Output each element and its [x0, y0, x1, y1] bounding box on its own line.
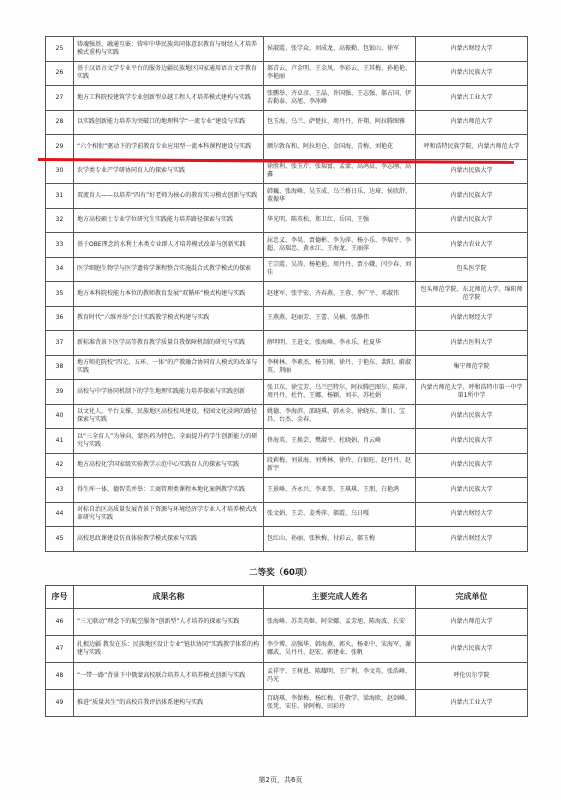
table-row [46, 86, 528, 111]
achievement-title: 双流育人——以培养“四有”好老师为核心的教育实习模式创新与实践 [74, 184, 264, 209]
participants: 姚德、李海滨、邵晓琪、韩永全、徐晓东、斯日、宝昌、台杰、金春、 [264, 404, 416, 429]
completion-unit: 内蒙古民族大学 [416, 636, 528, 663]
table-row [46, 61, 528, 86]
row-number: 29 [46, 135, 74, 160]
completion-unit: 包头师范学院、东北师范大学、绵阳师范学院 [416, 282, 528, 307]
table-row [46, 110, 528, 135]
participants: 侯淑霞、张学众、刘成龙、高振勤、包银山、徐军 [264, 37, 416, 62]
row-number: 27 [46, 86, 74, 111]
row-number: 26 [46, 61, 74, 86]
table-row [46, 429, 528, 454]
achievement-title: 新标准背景下医学高等教育教学质量自我保障机制的研究与实践 [74, 331, 264, 356]
participants: 韩巍、张海峰、吴玉成、乌兰格日乐、达琦、侯欣舒、董振华 [264, 184, 416, 209]
table-row [46, 306, 528, 331]
table-row [46, 478, 528, 503]
table-row [46, 282, 528, 307]
participants: 佟海英、王换芸、樊淑平、杜晓娟、肖云峰 [264, 429, 416, 454]
row-number: 45 [46, 527, 74, 552]
achievement-title: 地方高校硕士专业学位研究生实践能力培养路径探索与实践 [74, 208, 264, 233]
row-number: 46 [46, 609, 74, 636]
participants: 额尔敦布和、阿拉坦仓、金国海、青梅、刘艳花 [264, 135, 416, 160]
row-number: 39 [46, 380, 74, 405]
participants: 王景峰、齐永兴、李亚奎、王琪琪、王朋、白艳鸿 [264, 478, 416, 503]
table-row [46, 609, 528, 636]
participants: 薛明明、王进文、张海峰、李永乐、杜夏华 [264, 331, 416, 356]
achievement-title: 以文化人，平台支撑，民族地区高校校风建设，校园文化浸润的路径探索与实践 [74, 404, 264, 429]
table-row [46, 184, 528, 209]
row-number: 48 [46, 663, 74, 690]
table-row [46, 502, 528, 527]
achievement-title: 地方高校化学国家级实验教学示范中心实践育人的探索与实践 [74, 453, 264, 478]
award-table-second-prize [45, 585, 528, 717]
participants: 徐胜利、张玉芹、张瑞富、孟蒙、高鸿晨、李志刚、高鑫 [264, 159, 416, 184]
table-row [46, 380, 528, 405]
table-row [46, 135, 528, 160]
row-number: 47 [46, 636, 74, 663]
table-row [46, 331, 528, 356]
header-no: 序号 [46, 586, 74, 609]
row-number: 33 [46, 233, 74, 258]
row-number: 25 [46, 37, 74, 62]
participants: 张卫东、徐宝芳、乌兰巴特尔、阿拉腾巴图尔、陈萍、周丹丹、杜竹、王娜、杨颖、刘丰、苏杜娟 [264, 380, 416, 405]
completion-unit: 内蒙古民族大学 [416, 404, 528, 429]
participants: 百晓琪、李保梅、杨红梅、任敬学、梁海欧、赵剑峰、张凭、宋佳、徐阿梅、田彩玲 [264, 690, 416, 717]
achievement-title: “一带一路”背景下中俄蒙高校联合培养人才培养模式创新与实践 [74, 663, 264, 690]
completion-unit: 内蒙古农业大学 [416, 233, 528, 258]
row-number: 34 [46, 257, 74, 282]
completion-unit: 内蒙古财经大学 [416, 527, 528, 552]
achievement-title: 农学类专业产学研协同育人的探索与实践 [74, 159, 264, 184]
participants: 张海峰、苏美英姬、阿荣娜、孟芳旭、陈海波、长安 [264, 609, 416, 636]
table-row [46, 453, 528, 478]
completion-unit: 内蒙古民族大学 [416, 184, 528, 209]
participants: 张文娟、王芸、姜秀萍、郝霞、乌日嘎 [264, 502, 416, 527]
row-number: 49 [46, 690, 74, 717]
table-row [46, 355, 528, 380]
completion-unit: 内蒙古师范大学 [416, 110, 528, 135]
table-row [46, 636, 528, 663]
achievement-title: 高校与中学协同机制下的学生地理实践能力培养探索与实践创新 [74, 380, 264, 405]
participants: 李少博、高强华、韩海燕、郭火、杨亚中、宋海军、谢娜武、吴丹丹、赵宏、郭建业、张帆 [264, 636, 416, 663]
completion-unit: 内蒙古工业大学 [416, 86, 528, 111]
completion-unit: 内蒙古民族大学 [416, 478, 528, 503]
row-number: 44 [46, 502, 74, 527]
completion-unit: 内蒙古民族大学 [416, 429, 528, 454]
completion-unit: 内蒙古医科大学 [416, 331, 528, 356]
achievement-title: 以“三全育人”为导向，蒙医药为特色，全面提升药学生创新能力的研究与实践 [74, 429, 264, 454]
achievement-title: 对标自治区高质量发展背景下资源与环境经济学专业人才培养模式改革研究与实践 [74, 502, 264, 527]
completion-unit: 内蒙古财经大学 [416, 502, 528, 527]
achievement-title: 医学细胞生物学与医学遗传学课程整合实施混合式教学模式的探索 [74, 257, 264, 282]
header-unit: 完成单位 [416, 586, 528, 609]
completion-unit: 内蒙古财经大学 [416, 37, 528, 62]
completion-unit: 内蒙古民族大学 [416, 208, 528, 233]
participants: 包玉海、乌兰、萨楚拉、周丹丹、许翔、阿拉腾图雅 [264, 110, 416, 135]
table-row [46, 233, 528, 258]
header-title: 成果名称 [74, 586, 264, 609]
header-people: 主要完成人姓名 [264, 586, 416, 609]
table-row [46, 663, 528, 690]
completion-unit: 内蒙古师范大学 [416, 609, 528, 636]
table-row [46, 690, 528, 717]
achievement-title: 教育时代“六维并举”会计实践教学模式构建与实践 [74, 306, 264, 331]
completion-unit: 集宁师范学院 [416, 355, 528, 380]
participants: 王燕燕、赵丽芳、王蕾、吴楠、张静伟 [264, 306, 416, 331]
row-number: 43 [46, 478, 74, 503]
award-table-first-prize [45, 36, 528, 552]
row-number: 37 [46, 331, 74, 356]
achievement-title: 地方工科院校建筑学专业创新型卓越工程人才培养模式建构与实践 [74, 86, 264, 111]
achievement-title: 基于汉语言文学专业平台的服务边疆民族地区国家通用语言文字教育实践 [74, 61, 264, 86]
participants: 孟祥宇、王树恩、陈耀明、王广利、李文英、张浩峰、冯光 [264, 663, 416, 690]
completion-unit: 内蒙古工业大学 [416, 690, 528, 717]
row-number: 31 [46, 184, 74, 209]
row-number: 42 [46, 453, 74, 478]
participants: 王宗霞、吴涛、杨艳艳、周丹丹、贾小娥、闫少春、刘佳 [264, 257, 416, 282]
participants: 屈忠义、李昊、贾德彬、李为萍、杨小乐、李瑞平、李超、高瑞忠、黄永江、王海龙、王丽萍 [264, 233, 416, 258]
achievement-title: 得生库一体、德智美并举：工商管理类课程本地化案例教学实践 [74, 478, 264, 503]
row-number: 41 [46, 429, 74, 454]
achievement-title: 高校思政课建设仿真体验教学模式探索与实践 [74, 527, 264, 552]
achievement-title: 地方本科院校能力本位的教师教育发展“双循环”模式构建与实践 [74, 282, 264, 307]
achievement-title: 扎根边疆 教发在乐：民族地区设计专业“链状协同”实践教学体系的构建与实践 [74, 636, 264, 663]
participants: 赵建军、张宇宏、齐春燕、王蓉、李广平、邓淑伟 [264, 282, 416, 307]
participants: 华光明、陈英松、郑卫红、岳国、王强 [264, 208, 416, 233]
achievement-title: “六个相衔”驱动下的学前教育专业应用型一流本科课程建设与实践 [74, 135, 264, 160]
completion-unit: 呼伦贝尔学院 [416, 663, 528, 690]
table-row [46, 527, 528, 552]
achievement-title: 推进“质量共生”的高校自我评估体系建构与实践 [74, 690, 264, 717]
table-row [46, 257, 528, 282]
completion-unit: 内蒙古民族大学 [416, 61, 528, 86]
row-number: 36 [46, 306, 74, 331]
completion-unit: 内蒙古民族大学 [416, 159, 528, 184]
achievement-title: 以实践创新能力培养为突破口的地理科学“一流专业”建设与实践 [74, 110, 264, 135]
achievement-title: 地方师范院校“四元、五环、一体”的产教融合协同育人模式的改革与实践 [74, 355, 264, 380]
table-row [46, 37, 528, 62]
section-title: 二等奖（60项） [249, 568, 312, 578]
participants: 段莉梅、刘景海、刘秀林、徐玲、白银旺、赵丹丹、赵新宇 [264, 453, 416, 478]
participants: 张鹏举、齐卓彦、王晶、许国强、王志强、郝占国、伊若勒泰、高旭、李冰峰 [264, 86, 416, 111]
completion-unit: 内蒙古财经大学 [416, 306, 528, 331]
completion-unit: 呼和浩特民族学院、内蒙古师范大学 [416, 135, 528, 160]
row-number: 40 [46, 404, 74, 429]
row-number: 28 [46, 110, 74, 135]
completion-unit: 内蒙古民族大学 [416, 453, 528, 478]
completion-unit: 包头医学院 [416, 257, 528, 282]
achievement-title: “三元联动”理念下的航空服务“创新型”人才培养的探索与实践 [74, 609, 264, 636]
achievement-title: 铸魂强基、融通互嵌：铸牢中华民族共同体意识教育与财经人才培养模式重构与实践 [74, 37, 264, 62]
row-number: 38 [46, 355, 74, 380]
table-row [46, 208, 528, 233]
participants: 郝青云、卢金明、王金凤、李彩云、王其梅、孙艳艳、李艳丽 [264, 61, 416, 86]
row-number: 32 [46, 208, 74, 233]
completion-unit: 内蒙古师范大学、呼和浩特市第一中学第1所中学 [416, 380, 528, 405]
table-row [46, 404, 528, 429]
achievement-title: 基于OBE理念的水利土木类专业群人才培养模式改革与创新实践 [74, 233, 264, 258]
row-number: 35 [46, 282, 74, 307]
row-number: 30 [46, 159, 74, 184]
participants: 包红山、孙丽、张秋梅、付彩云、郝玉梅 [264, 527, 416, 552]
participants: 李树林、李素杰、杨玉刚、徐丹、于艳东、裴阳、蔚淑英、荆丽 [264, 355, 416, 380]
page-footer: 第2页，共6页 [258, 776, 303, 784]
